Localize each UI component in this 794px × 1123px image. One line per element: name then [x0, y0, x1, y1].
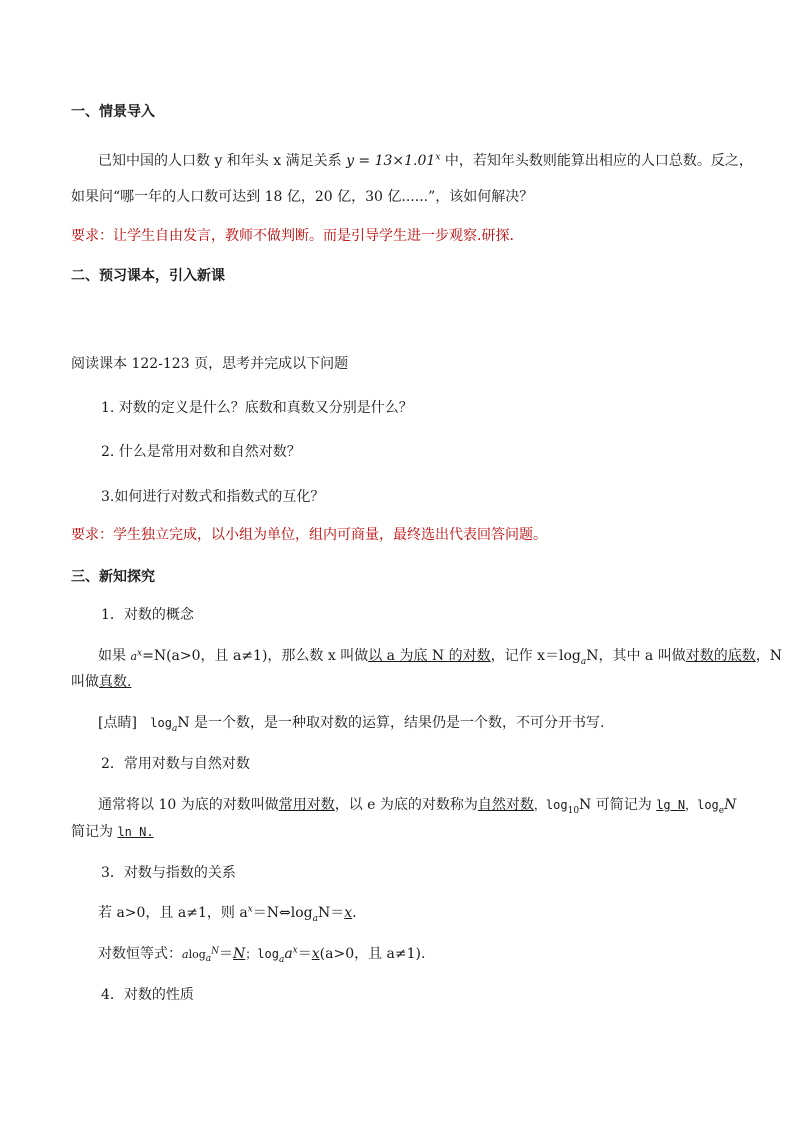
note-paragraph: [点睛] $\log_aN$ 是一个数，是一种取对数的运算，结果仍是一个数，不可分开书写.: [98, 715, 605, 734]
subheading-log-exp-relation: 3．对数与指数的关系: [101, 865, 236, 881]
common-log-line-2: 简记为 ln N.: [71, 824, 154, 840]
text: 已知中国的人口数 y 和年头 x 满足关系: [98, 153, 342, 169]
relation-statement: 若 a>0，且 a≠1，则 $a^x=N\Leftrightarrow\log_aN=x$.: [98, 904, 357, 924]
section-heading-3: 三、新知探究: [71, 569, 155, 585]
underlined-term: 自然对数: [477, 797, 534, 813]
underlined-term: N: [233, 946, 246, 962]
underlined-term: lg N: [656, 798, 686, 812]
subheading-common-log: 2．常用对数与自然对数: [101, 756, 250, 772]
underlined-term: 以 a 为底 N 的对数: [368, 648, 491, 664]
note-label: [点睛]: [98, 715, 137, 731]
question-2: 2. 什么是常用对数和自然对数？: [101, 444, 301, 460]
underlined-term: 真数.: [99, 674, 132, 690]
definition-line-2: 叫做真数.: [71, 674, 132, 690]
intro-paragraph-line-1: [98, 151, 794, 171]
section-heading-2: 二、预习课本，引入新课: [71, 268, 225, 284]
underlined-term: x: [344, 905, 353, 921]
requirement-note-1: 要求：让学生自由发言，教师不做判断。而是引导学生进一步观察.研探.: [71, 228, 514, 244]
section-heading-1: 一、情景导入: [71, 104, 155, 120]
underlined-term: ln N.: [117, 825, 154, 839]
underlined-term: x: [311, 946, 320, 962]
question-3: 3.如何进行对数式和指数式的互化？: [101, 489, 325, 505]
subheading-log-properties: 4．对数的性质: [101, 987, 194, 1003]
subheading-log-concept: 1．对数的概念: [101, 607, 194, 623]
intro-paragraph-line-2: 如果问“哪一年的人口数可达到 18 亿，20 亿，30 亿......”，该如何解决？: [71, 189, 534, 205]
text: 中，若知年头数则能算出相应的人口总数。反之，: [444, 153, 753, 169]
population-formula: $y = 13\times 1.01^x$: [346, 152, 441, 169]
reading-instruction: 阅读课本 122-123 页，思考并完成以下问题: [71, 356, 349, 372]
requirement-note-2: 要求：学生独立完成，以小组为单位，组内可商量，最终选出代表回答问题。: [71, 527, 547, 543]
common-log-line-1: 通常将以 10 为底的对数叫做常用对数，以 e 为底的对数称为自然对数，$\log_{10}N$ 可简记为 lg N，$\log_eN$: [98, 797, 737, 816]
log-identity: 对数恒等式：alog$_a^N$＝N；$\log_aa^x=x(a>0$，且 a≠1).: [98, 945, 426, 965]
underlined-term: 常用对数: [278, 797, 335, 813]
question-1: 1. 对数的定义是什么？底数和真数又分别是什么？: [101, 400, 413, 416]
underlined-term: 对数的底数: [685, 648, 756, 664]
definition-line-1: 如果 $a^x=N(a>0$，且 a≠1)，那么数 x 叫做以 a 为底 N 的对数，记作 $x=\log_aN$，其中 a 叫做对数的底数，N: [98, 648, 782, 667]
